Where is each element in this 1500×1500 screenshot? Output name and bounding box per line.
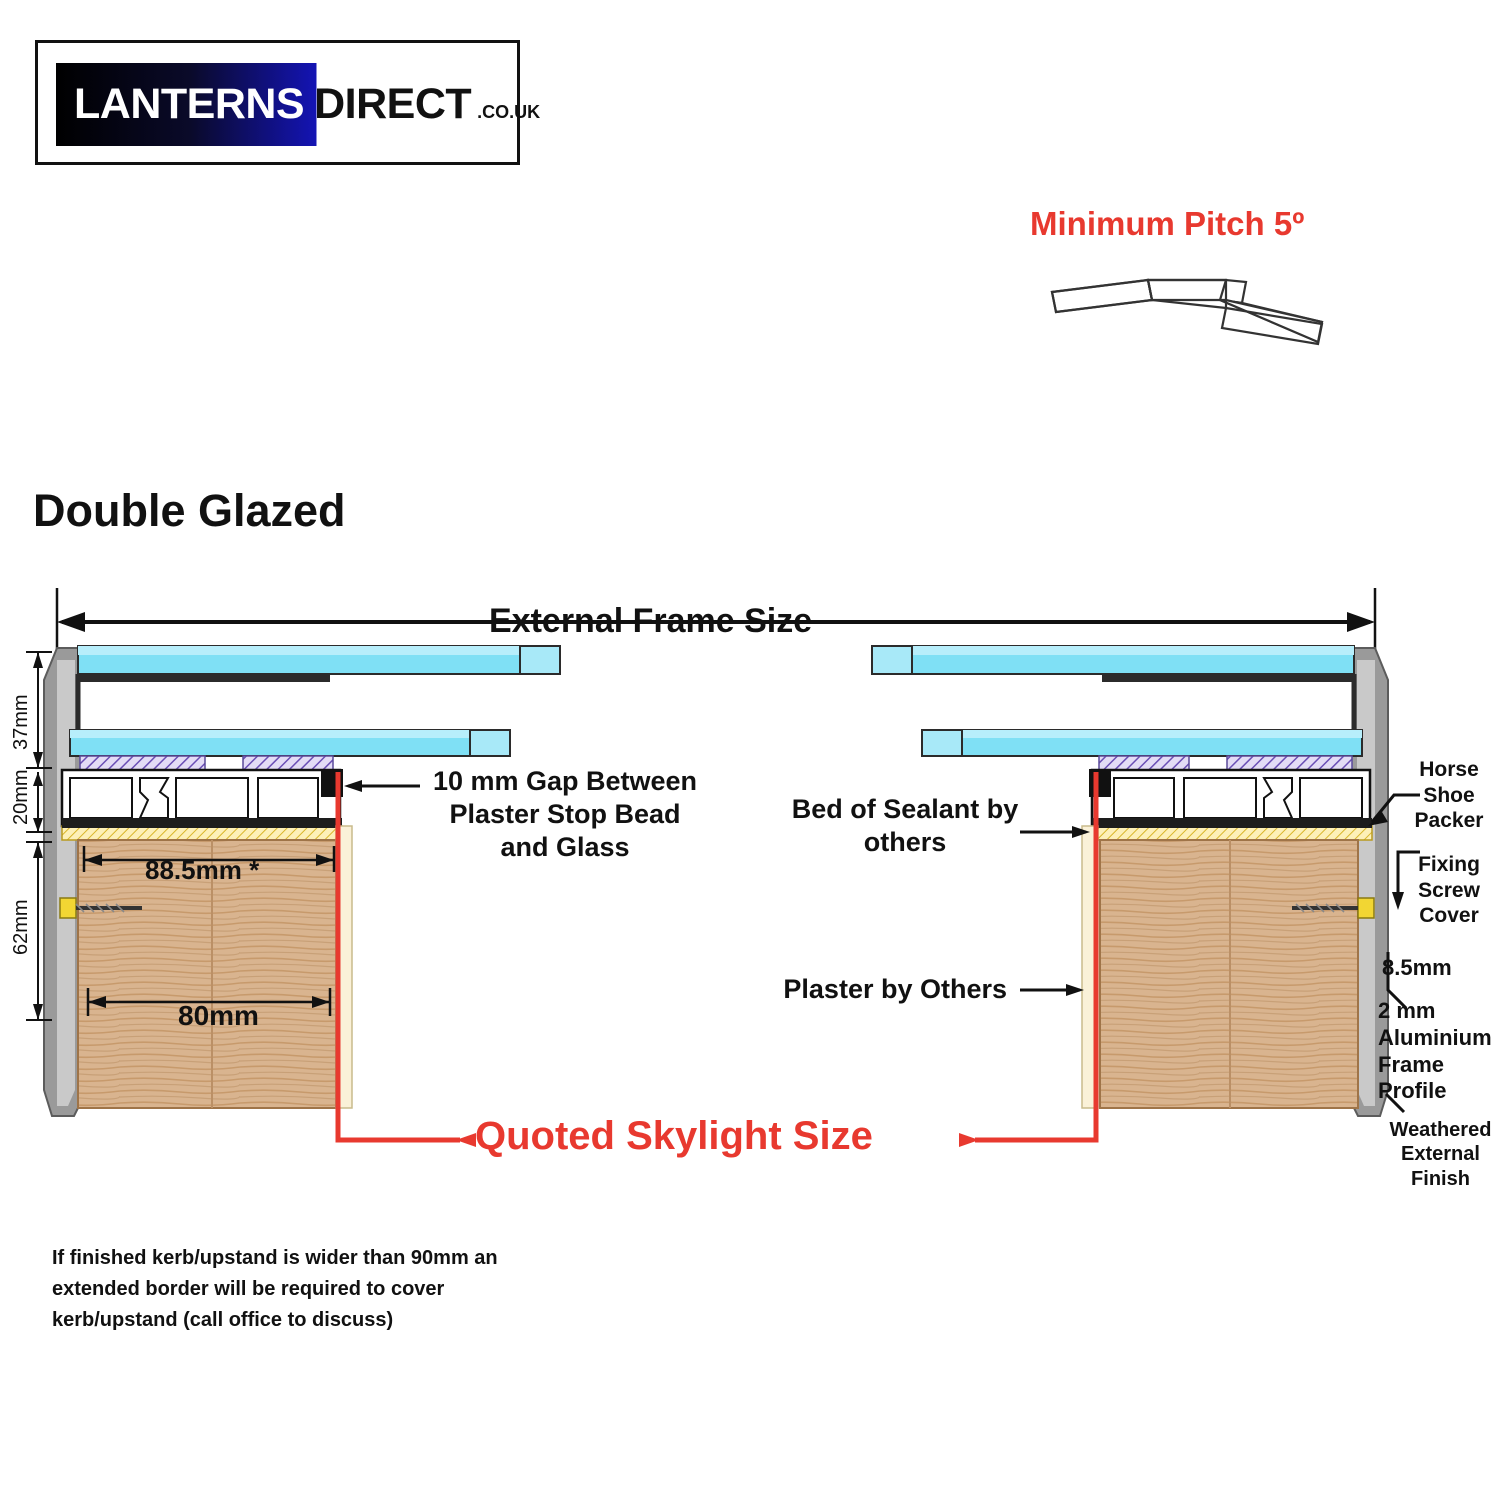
logo-word-direct: DIRECT	[314, 80, 472, 128]
dimension-37mm: 37mm	[10, 694, 32, 750]
left-spacer-bar	[78, 674, 330, 682]
right-plaster-stop-bead	[1090, 770, 1110, 796]
dimension-20mm: 20mm	[10, 769, 32, 825]
dimension-88-5mm: 88.5mm *	[145, 855, 260, 885]
thickness-8-5-label: 8.5mm	[1382, 955, 1452, 980]
right-aluminium-frame-profile	[1090, 770, 1370, 826]
horse-shoe-packer-label: Horse Shoe Packer	[1414, 758, 1484, 833]
pitch-diagram-icon	[1030, 270, 1350, 380]
right-setting-block-a	[1227, 756, 1352, 770]
brand-logo	[35, 40, 541, 165]
right-setting-block-b	[1099, 756, 1189, 770]
left-setting-block-b	[243, 756, 333, 770]
logo-word-lanterns: LANTERNS	[74, 80, 305, 128]
external-frame-size-label: External Frame Size	[489, 602, 813, 640]
bed-of-sealant-label: Bed of Sealant by others	[791, 794, 1019, 857]
page-title: Double Glazed	[33, 485, 346, 536]
fixing-screw-cover-label: Fixing Screw Cover	[1418, 853, 1480, 928]
aluminium-frame-profile-label: 2 mm Aluminium Frame Profile	[1378, 998, 1492, 1104]
left-bed-of-sealant	[62, 826, 342, 840]
dimension-80mm: 80mm	[178, 1000, 259, 1031]
dimension-62mm: 62mm	[10, 899, 32, 955]
right-bed-of-sealant	[1092, 826, 1372, 840]
gap-note-label: 10 mm Gap Between Plaster Stop Bead and Glass	[432, 766, 698, 862]
logo-tld: .CO.UK	[477, 102, 541, 122]
minimum-pitch-label: Minimum Pitch 5º	[1030, 205, 1305, 242]
quoted-skylight-size-label: Quoted Skylight Size	[475, 1114, 873, 1158]
left-aluminium-frame-profile	[62, 770, 342, 826]
leader-plaster-by-others	[1020, 984, 1084, 996]
weathered-external-finish-label: Weathered External Finish	[1389, 1119, 1492, 1190]
kerb-width-footnote: If finished kerb/upstand is wider than 90mm an extended border will be required to cover kerb/upstand (call office to discuss)	[52, 1247, 498, 1331]
leader-bed-of-sealant	[1020, 826, 1090, 838]
leader-gap-note	[344, 780, 420, 792]
plaster-by-others-label: Plaster by Others	[783, 974, 1007, 1004]
left-setting-block-a	[80, 756, 205, 770]
right-spacer-bar	[1102, 674, 1354, 682]
logo-wordmark	[56, 63, 541, 146]
